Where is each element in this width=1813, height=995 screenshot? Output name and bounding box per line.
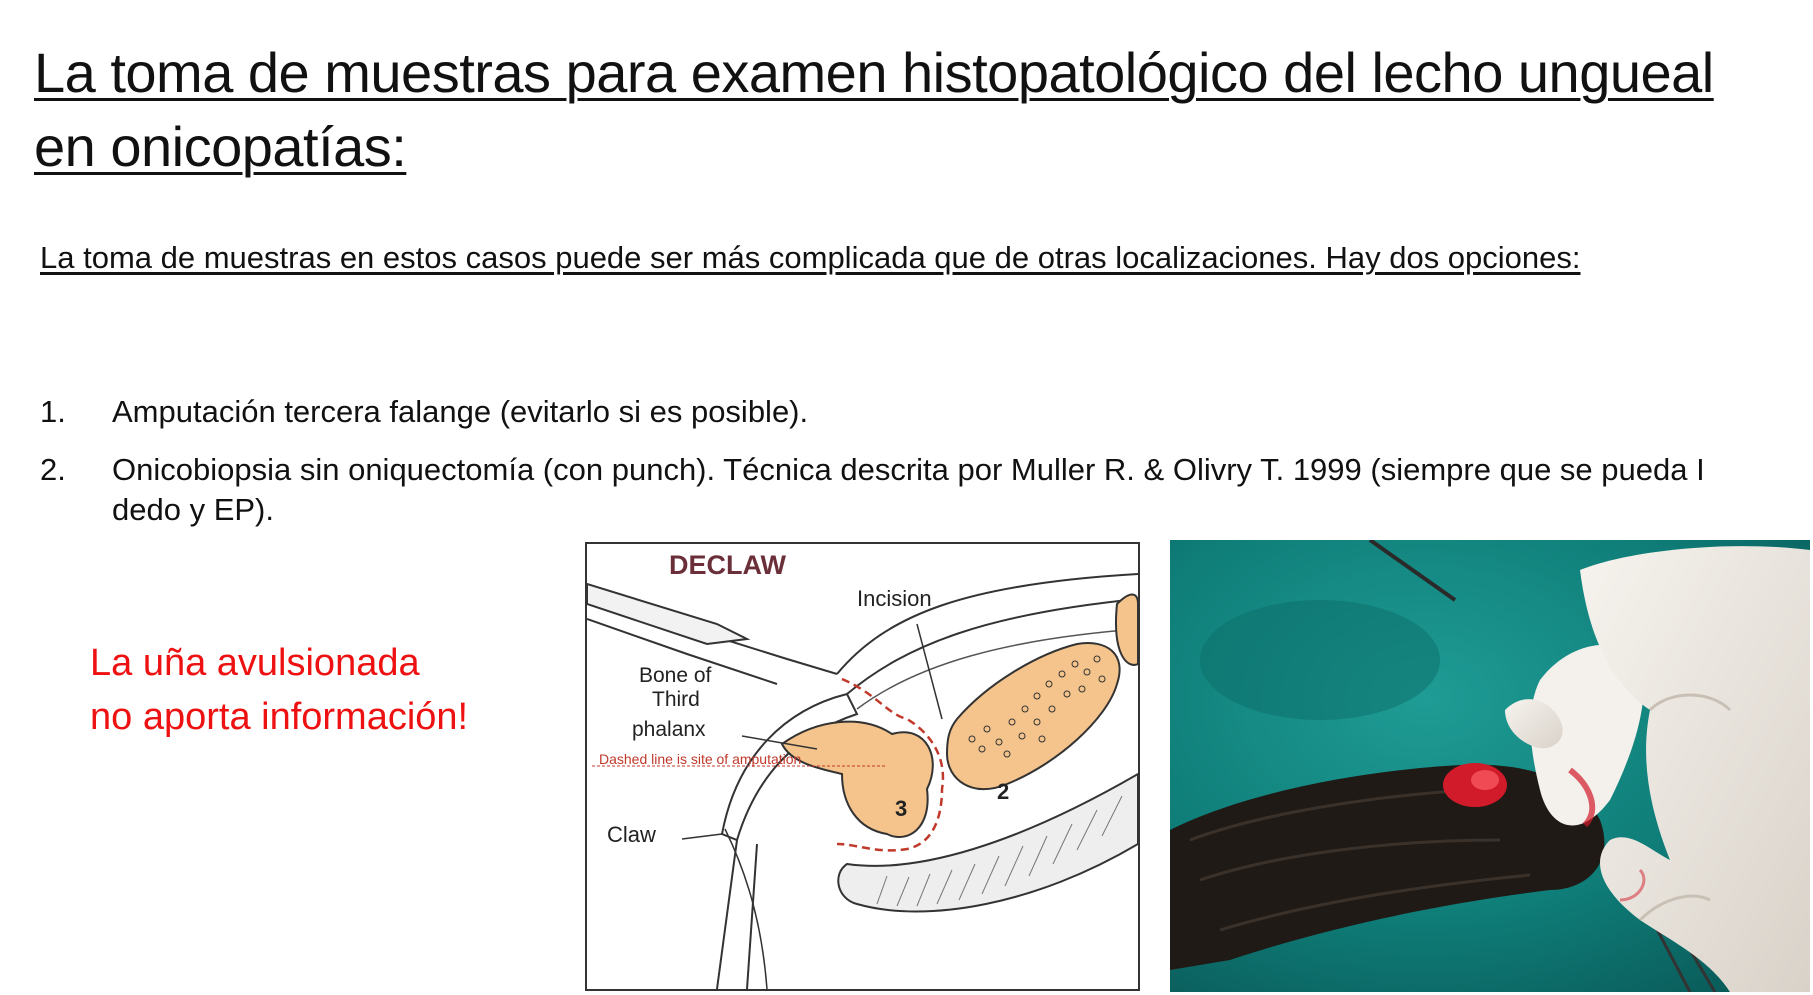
second-phalanx-bone xyxy=(947,643,1120,789)
diagram-number-3: 3 xyxy=(895,796,908,821)
option-item xyxy=(40,392,1720,432)
option-text: Amputación tercera falange (evitarlo si es posible). xyxy=(112,394,809,429)
diagram-label-claw: Claw xyxy=(607,822,656,847)
option-item xyxy=(40,450,1720,530)
third-phalanx-bone xyxy=(782,722,933,837)
diagram-label-third: Third xyxy=(652,688,700,711)
declaw-diagram xyxy=(585,542,1140,991)
surgery-photo-illustration xyxy=(1170,540,1810,992)
warning-line-1: La uña avulsionada xyxy=(90,642,420,684)
declaw-illustration xyxy=(587,544,1138,989)
options-list xyxy=(40,392,1720,548)
diagram-label-dashed: Dashed line is site of amputation xyxy=(599,751,802,767)
diagram-label-phalanx: phalanx xyxy=(632,718,706,741)
option-number: 2. xyxy=(40,452,66,487)
diagram-label-bone: Bone of xyxy=(639,664,712,687)
option-text: Onicobiopsia sin oniquectomía (con punch). Técnica descrita por Muller R. & Olivry T. 1999 (siempre que se pueda I dedo y EP). xyxy=(112,452,1705,527)
diagram-number-2: 2 xyxy=(997,779,1010,804)
surgery-photo xyxy=(1170,540,1810,992)
warning-text xyxy=(90,636,570,744)
warning-line-2: no aporta información! xyxy=(90,696,469,738)
intro-text: La toma de muestras en estos casos puede ser más complicada que de otras localizaciones. Hay dos opciones: xyxy=(40,240,1581,275)
option-number: 1. xyxy=(40,394,66,429)
diagram-title: DECLAW xyxy=(669,550,786,580)
slide-title: La toma de muestras para examen histopatológico del lecho ungueal en onicopatías: xyxy=(34,41,1714,178)
diagram-label-incision: Incision xyxy=(857,586,932,611)
